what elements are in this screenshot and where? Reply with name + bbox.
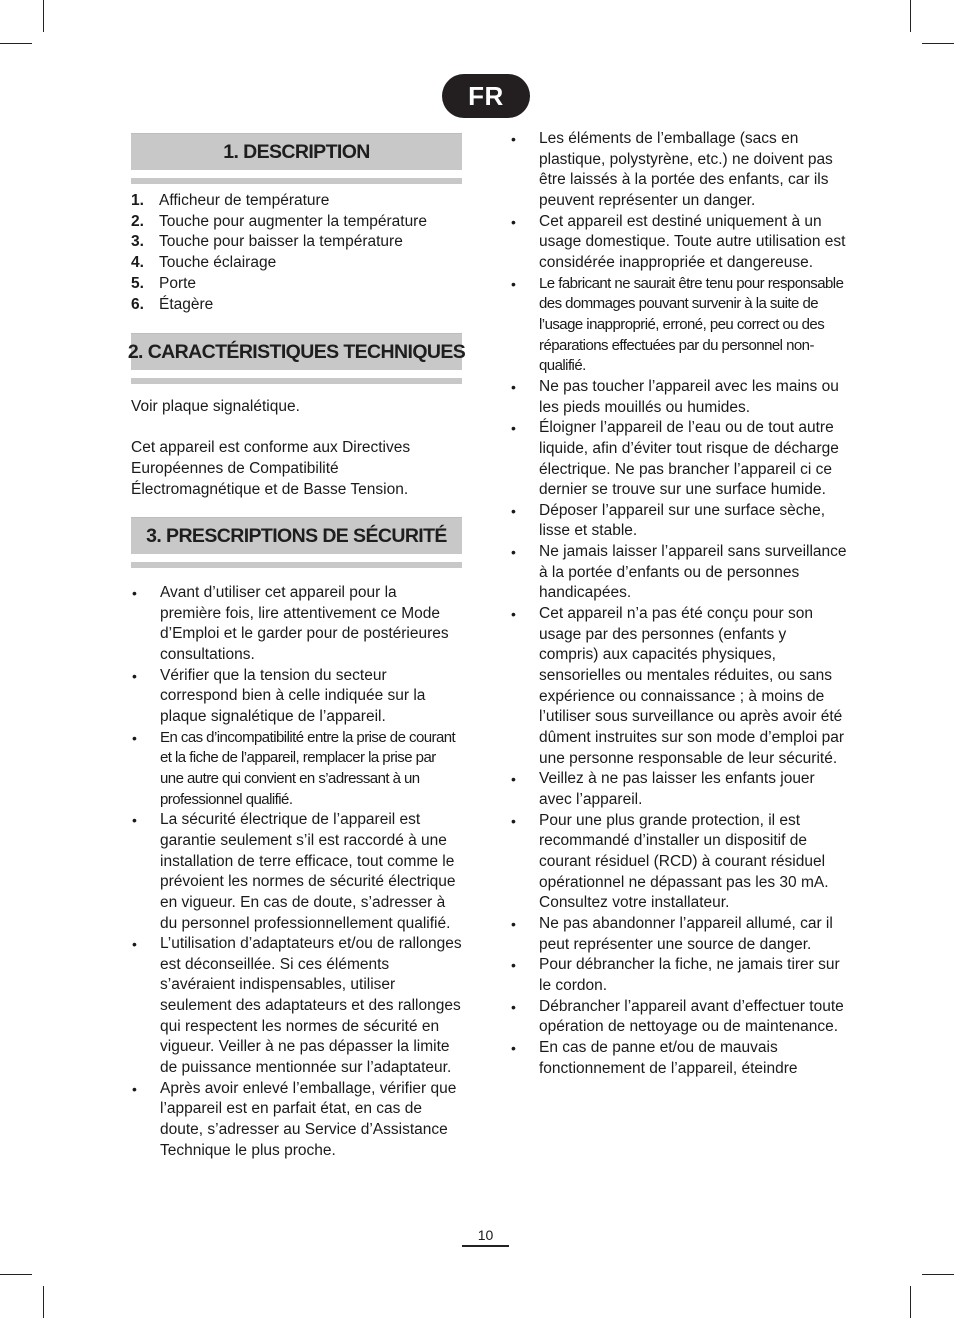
item-text: Touche pour augmenter la température	[159, 212, 427, 230]
safety-item	[131, 1079, 462, 1162]
bullet-icon: •	[132, 585, 137, 601]
page-number: 10	[477, 1227, 494, 1243]
bullet-icon: •	[511, 957, 516, 974]
safety-item-text: Ne pas toucher l’appareil avec les mains ou les pieds mouillés ou humides.	[539, 377, 839, 416]
bullet-icon: •	[511, 812, 516, 829]
crop-mark	[43, 1286, 44, 1318]
safety-item-text: Cet appareil est destiné uniquement à un usage domestique. Toute autre utilisation est considérée inappropriée et dangereuse.	[539, 212, 846, 271]
item-number: 4.	[131, 254, 144, 272]
safety-item	[510, 955, 850, 996]
safety-item-text: Ne jamais laisser l’appareil sans surveillance à la portée d’enfants ou de personnes handicapées.	[539, 543, 847, 602]
safety-item-text: Pour une plus grande protection, il est recommandé d’installer un dispositif de courant résiduel (RCD) à courant résiduel opérationnel ne dépassant pas les 30 mA. Consultez votre installateur.	[539, 811, 829, 912]
page-number-rule	[462, 1245, 509, 1247]
item-text: Porte	[159, 274, 197, 292]
item-number: 6.	[131, 295, 144, 313]
safety-item	[510, 914, 850, 955]
safety-item	[510, 129, 850, 212]
description-item	[131, 295, 462, 316]
section-title: 2. CARACTÉRISTIQUES TECHNIQUES	[131, 333, 462, 370]
item-number: 3.	[131, 233, 144, 251]
bullet-icon: •	[132, 1080, 137, 1097]
safety-item	[131, 728, 462, 811]
item-number: 2.	[131, 212, 144, 230]
safety-item	[131, 583, 462, 666]
safety-item	[510, 1038, 850, 1079]
safety-item-text: Veillez à ne pas laisser les enfants jouer avec l’appareil.	[539, 770, 815, 808]
bullet-icon: •	[132, 729, 137, 746]
section-rule	[131, 178, 462, 184]
description-list	[131, 191, 462, 315]
safety-item-text: Pour débrancher la fiche, ne jamais tirer sur le cordon.	[539, 956, 840, 994]
safety-item	[510, 418, 850, 501]
safety-list-right	[510, 129, 850, 1079]
safety-item	[510, 997, 850, 1038]
safety-item	[131, 934, 462, 1079]
specs-paragraph: Cet appareil est conforme aux Directives Européennes de Compatibilité Électromagnétique et de Basse Tension.	[131, 439, 411, 498]
safety-item-text: La sécurité électrique de l’appareil est garantie seulement s’il est raccordé à une installation de terre efficace, tout comme le prévoient les normes de sécurité électrique en vigueur. En cas de doute, s’adresser à du personnel professionnellement qualifié.	[160, 811, 456, 932]
item-text: Touche pour baisser la température	[159, 233, 403, 251]
description-item	[131, 191, 462, 212]
bullet-icon: •	[511, 606, 516, 623]
safety-list-left	[131, 583, 462, 1161]
safety-item-text: Les éléments de l’emballage (sacs en plastique, polystyrène, etc.) ne doivent pas être laissés à la portée des enfants, car ils peuvent représenter un danger.	[539, 130, 833, 209]
safety-item	[510, 501, 850, 542]
bullet-icon: •	[511, 1039, 516, 1056]
safety-item-text: Déposer l’appareil sur une surface sèche, lisse et stable.	[539, 501, 826, 540]
safety-item	[510, 212, 850, 274]
safety-item	[510, 604, 850, 769]
specs-paragraph: Voir plaque signalétique.	[131, 398, 300, 415]
section-header-safety	[131, 517, 462, 568]
bullet-icon: •	[511, 378, 516, 395]
section-header-specs	[127, 333, 466, 384]
safety-item-text: En cas de panne et/ou de mauvais fonctionnement de l’appareil, éteindre	[539, 1038, 798, 1077]
crop-mark	[0, 43, 32, 44]
bullet-icon: •	[511, 771, 516, 788]
bullet-icon: •	[511, 502, 516, 519]
item-text: Afficheur de température	[159, 192, 330, 209]
safety-item-text: Éloigner l’appareil de l’eau ou de tout autre liquide, afin d’éviter tout risque de décharge électrique. Ne pas brancher l’appareil ci ce dernier se trouve sur une surface humide.	[539, 419, 839, 499]
bullet-icon: •	[132, 936, 137, 953]
description-item	[131, 253, 462, 274]
safety-item	[510, 769, 850, 810]
bullet-icon: •	[511, 915, 516, 932]
safety-item	[510, 274, 850, 377]
item-number: 1.	[131, 192, 144, 209]
safety-item-text: Débrancher l’appareil avant d’effectuer toute opération de nettoyage ou de maintenance.	[539, 997, 844, 1036]
language-badge: FR	[442, 74, 530, 118]
safety-item	[510, 811, 850, 914]
bullet-icon: •	[511, 275, 516, 292]
safety-item-text: Avant d’utiliser cet appareil pour la première fois, lire attentivement ce Mode d’Emploi et le garder pour de postérieures consultations.	[160, 584, 449, 663]
safety-item-text: Vérifier que la tension du secteur correspond bien à celle indiquée sur la plaque signalétique de l’appareil.	[160, 666, 426, 725]
section-title: 3. PRESCRIPTIONS DE SÉCURITÉ	[131, 517, 462, 554]
safety-item	[510, 542, 850, 604]
bullet-icon: •	[511, 131, 516, 147]
description-item	[131, 212, 462, 233]
item-text: Touche éclairage	[159, 254, 277, 272]
crop-mark	[43, 0, 44, 32]
bullet-icon: •	[132, 667, 137, 684]
crop-mark	[910, 0, 911, 32]
safety-item-text: L’utilisation d’adaptateurs et/ou de rallonges est déconseillée. Si ces éléments s’avéraient indispensables, utiliser seulement des adaptateurs et des rallonges qui respectent les normes de sécurité en vigueur. Veiller à ne pas dépasser la limite de puissance mentionnée sur l’adaptateur.	[160, 935, 462, 1077]
section-rule	[131, 378, 462, 384]
section-title: 1. DESCRIPTION	[131, 133, 462, 170]
crop-mark	[0, 1274, 32, 1275]
bullet-icon: •	[511, 998, 516, 1015]
item-number: 5.	[131, 274, 144, 292]
safety-item	[131, 666, 462, 728]
safety-item-text: En cas d’incompatibilité entre la prise de courant et la fiche de l’appareil, remplacer la prise par une autre qui convient en s’adressant à un professionnel qualifié.	[160, 728, 456, 808]
crop-mark	[922, 1274, 954, 1275]
safety-item-text: Cet appareil n’a pas été conçu pour son usage par des personnes (enfants y compris) aux capacités physiques, sensorielles ou mentales réduites, ou sans expérience ou connaissance ; à moins de l’utiliser sous surveillance ou après avoir été dûment instruites sur son mode d’emploi par une personne responsable de leur sécurité.	[539, 605, 844, 767]
safety-item	[510, 377, 850, 418]
description-item	[131, 232, 462, 253]
description-item	[131, 274, 462, 295]
item-text: Étagère	[159, 295, 214, 313]
crop-mark	[922, 43, 954, 44]
section-rule	[131, 562, 462, 568]
bullet-icon: •	[511, 213, 516, 230]
crop-mark	[910, 1286, 911, 1318]
bullet-icon: •	[132, 812, 137, 829]
safety-item-text: Ne pas abandonner l’appareil allumé, car il peut représenter une source de danger.	[539, 914, 833, 953]
bullet-icon: •	[511, 544, 516, 561]
safety-item-text: Après avoir enlevé l’emballage, vérifier que l’appareil est en parfait état, en cas de doute, s’adresser au Service d’Assistance Technique le plus proche.	[160, 1079, 457, 1159]
safety-item	[131, 810, 462, 934]
section-header-description	[131, 133, 462, 184]
safety-item-text: Le fabricant ne saurait être tenu pour responsable des dommages pouvant survenir à la suite de l’usage inapproprié, erroné, peu correct ou des réparations effectuées par du personnel non- qualifié.	[539, 274, 844, 375]
bullet-icon: •	[511, 420, 516, 437]
